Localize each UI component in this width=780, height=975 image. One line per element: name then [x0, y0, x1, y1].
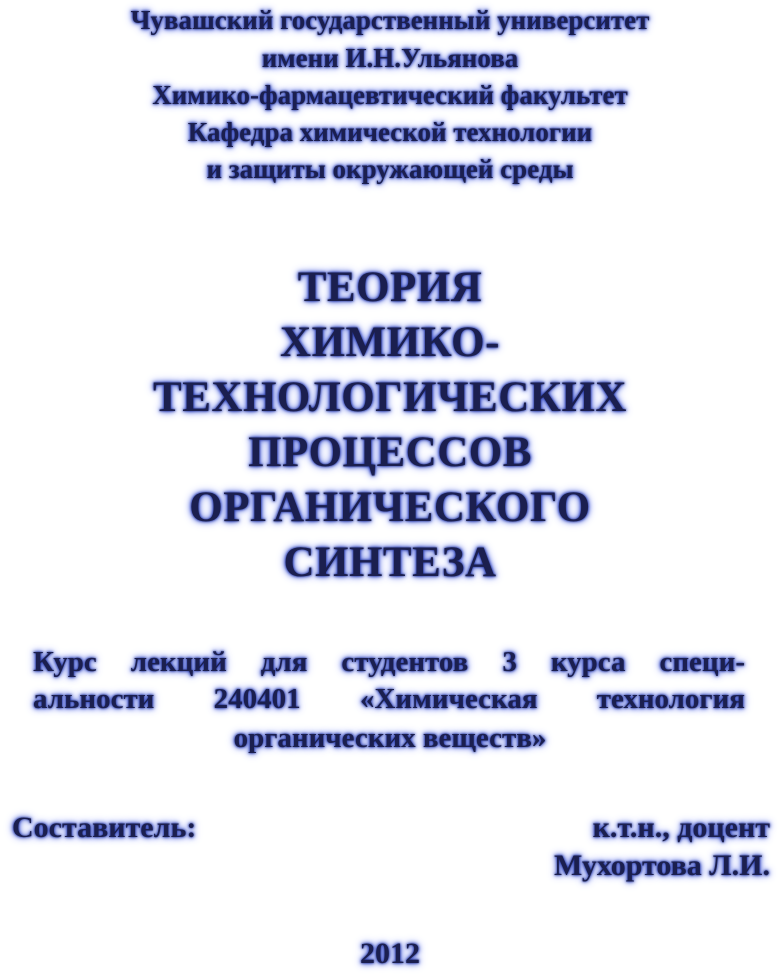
publication-year: 2012 — [360, 937, 420, 970]
university-named-after: имени И.Н.Ульянова — [261, 43, 519, 73]
compiler-degree: к.т.н., доцент — [592, 811, 770, 844]
title-line: ПРОЦЕССОВ — [248, 429, 532, 476]
department-name-line1: Кафедра химической технологии — [187, 117, 593, 147]
course-line: альности 240401 «Химическая технология — [33, 683, 745, 715]
department-name-line2: и защиты окружающей среды — [206, 154, 574, 184]
title-line: СИНТЕЗА — [283, 539, 497, 586]
title-line: ТЕОРИЯ — [297, 264, 483, 311]
title-line: ТЕХНОЛОГИЧЕСКИХ — [153, 374, 627, 421]
faculty-name: Химико-фармацевтический факультет — [152, 80, 628, 110]
title-line: ОРГАНИЧЕСКОГО — [189, 484, 591, 531]
compiler-name: Мухортова Л.И. — [553, 849, 770, 882]
title-line: ХИМИКО- — [280, 319, 500, 366]
course-line: органических веществ» — [233, 722, 547, 754]
university-name: Чувашский государственный университет — [130, 5, 650, 35]
compiler-label: Составитель: — [12, 811, 197, 844]
course-line: Курс лекций для студентов 3 курса специ- — [33, 646, 745, 678]
